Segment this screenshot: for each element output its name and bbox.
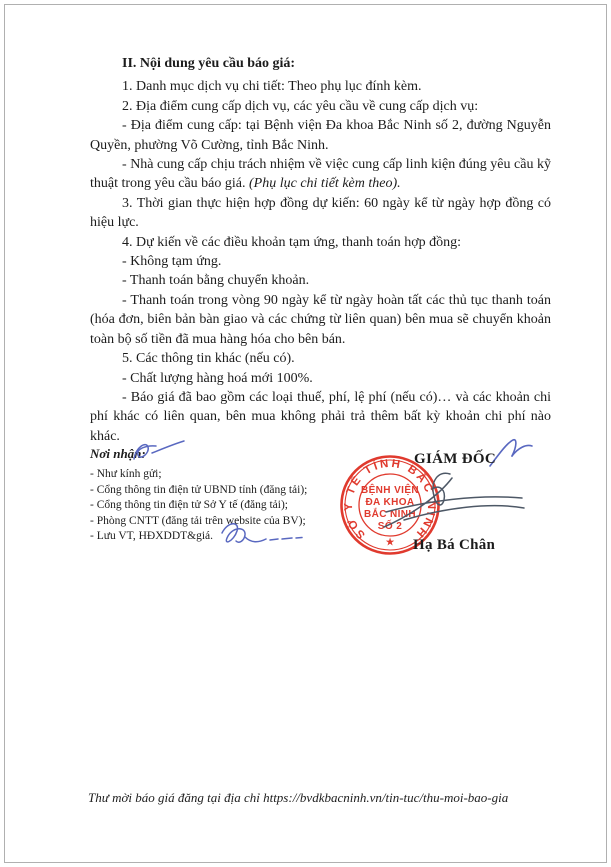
appendix-note: (Phụ lục chi tiết kèm theo). <box>249 176 401 192</box>
paragraph-bank-transfer: - Thanh toán bằng chuyển khoản. <box>122 273 310 289</box>
initial-scribble-icon <box>126 437 188 467</box>
director-title: GIÁM ĐỐC <box>414 451 496 467</box>
paragraph-no-advance: - Không tạm ứng. <box>122 254 222 270</box>
recipient-item: - Như kính gửi; <box>90 468 162 480</box>
paragraph-quality: - Chất lượng hàng hoá mới 100%. <box>122 370 313 386</box>
stamp-center-line: BỆNH VIỆN <box>360 485 420 496</box>
footer-url-note: Thư mời báo giá đăng tại địa chỉ https://bvdkbacninh.vn/tin-tuc/thu-moi-bao-gia <box>88 790 509 805</box>
stamp-center-line: SỐ 2 <box>377 521 403 532</box>
recipient-item: - Lưu VT, HĐXDDT&giá. <box>90 530 214 543</box>
stamp-star-icon: ★ <box>385 536 395 549</box>
document-body <box>90 54 551 446</box>
stamp-center-line: BẮC NINH <box>363 509 417 520</box>
supplier-duty-text: - Nhà cung cấp chịu trách nhiệm về việc cung cấp linh kiện đúng yêu cầu kỹ thuật trong yêu cầu báo giá. <box>90 157 551 192</box>
paragraph-payment-intro: 4. Dự kiến về các điều khoản tạm ứng, thanh toán hợp đồng: <box>122 234 462 250</box>
paragraph-location-intro: 2. Địa điểm cung cấp dịch vụ, các yêu cầu về cung cấp dịch vụ: <box>122 98 479 114</box>
stamp-ring-text: SỞ Y TẾ TỈNH BẮC NINH <box>342 457 438 541</box>
paragraph-location-detail: - Địa điểm cung cấp: tại Bệnh viện Đa khoa Bắc Ninh số 2, đường Nguyễn Quyền, phường Võ Cường, tỉnh Bắc Ninh. <box>90 118 551 153</box>
initial-scribble-icon <box>212 519 304 549</box>
recipient-item: - Cổng thông tin điện tử Sở Y tế (đăng tải); <box>90 499 288 512</box>
paragraph-other-info: 5. Các thông tin khác (nếu có). <box>122 351 295 367</box>
paragraph-supplier-duty <box>90 155 551 194</box>
recipient-item: - Cổng thông tin điện tử UBND tỉnh (đăng tải); <box>90 483 308 496</box>
section-heading: II. Nội dung yêu cầu báo giá: <box>122 56 296 71</box>
paragraph-contract-time: 3. Thời gian thực hiện hợp đồng dự kiến: 60 ngày kể từ ngày hợp đồng có hiệu lực. <box>90 195 551 231</box>
paragraph-price-includes: - Báo giá đã bao gồm các loại thuế, phí, lệ phí (nếu có)… và các khoản chi phí khác có liên quan, bên mua không phải trả thêm bất kỳ khoản chi phí nào khác. <box>90 389 551 444</box>
paragraph-service-list: 1. Danh mục dịch vụ chi tiết: Theo phụ lục đính kèm. <box>122 79 422 95</box>
director-signature-icon <box>378 468 530 534</box>
recipient-item: - Phòng CNTT (đăng tải trên website của BV); <box>90 514 306 527</box>
director-name: Hạ Bá Chân <box>413 537 496 553</box>
recipients-label: Nơi nhận: <box>90 446 146 461</box>
paragraph-payment-terms: - Thanh toán trong vòng 90 ngày kể từ ngày hoàn tất các thủ tục thanh toán (hóa đơn, biên bản bàn giao và các chứng từ liên quan) bên mua sẽ chuyển khoản toàn bộ số tiền đã mua hàng hóa cho bên bán. <box>90 292 551 347</box>
stamp-center-line: ĐA KHOA <box>365 497 415 508</box>
